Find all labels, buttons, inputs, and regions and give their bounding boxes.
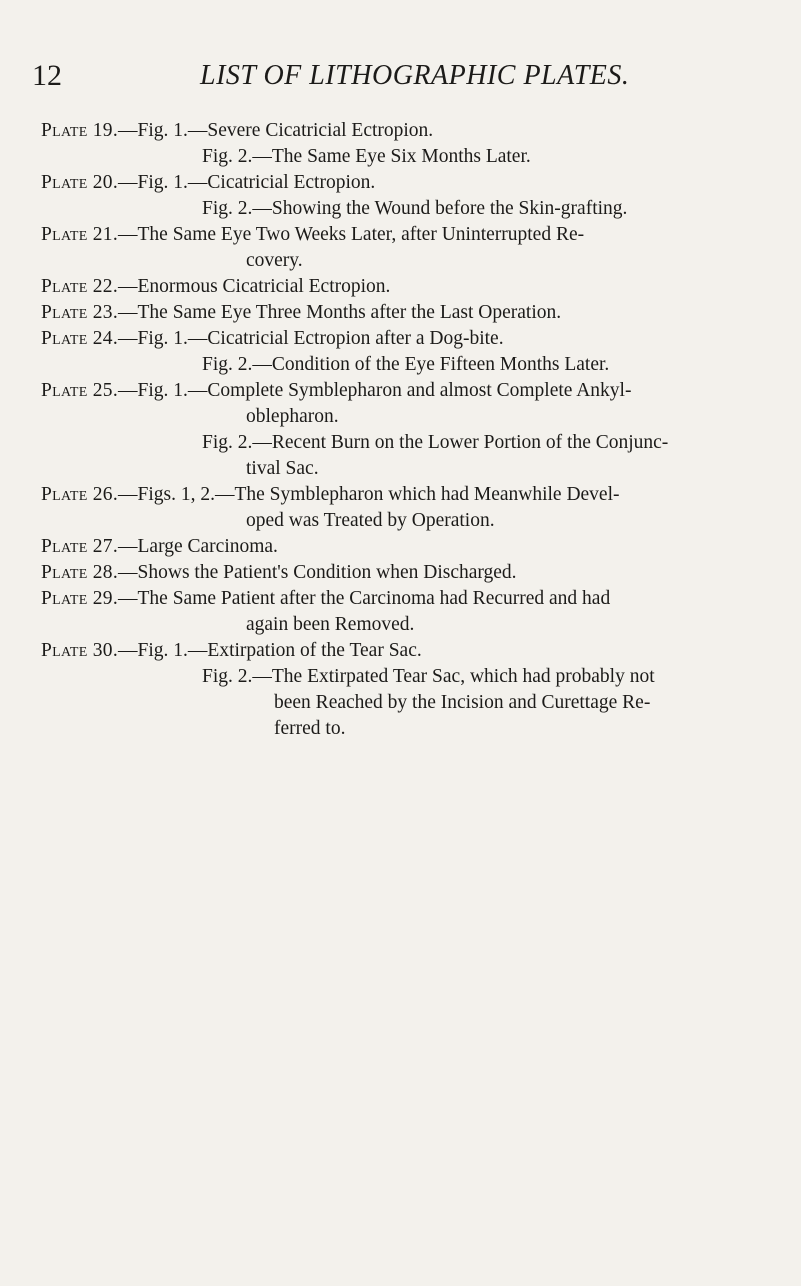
plate-description: —The Same Eye Three Months after the Last Operation.	[118, 302, 562, 323]
plate-list-line	[202, 664, 655, 690]
plate-label: Plate 20.	[41, 172, 119, 193]
plate-label: Plate 21.	[41, 224, 119, 245]
plate-description: Fig. 2.—The Same Eye Six Months Later.	[202, 146, 531, 167]
plate-label: Plate 25.	[41, 380, 119, 401]
plate-list-line	[41, 534, 278, 560]
plate-list-line	[246, 612, 414, 638]
plate-label: Plate 29.	[41, 588, 119, 609]
plate-list-line	[41, 378, 631, 404]
plate-list-line	[41, 560, 517, 586]
plate-list-line	[41, 222, 584, 248]
plate-list-line	[41, 118, 433, 144]
plate-description: —Fig. 1.—Severe Cicatricial Ectropion.	[118, 120, 434, 141]
plate-list-line	[246, 248, 303, 274]
plate-description: Fig. 2.—The Extirpated Tear Sac, which had probably not	[202, 666, 655, 687]
plate-label: Plate 30.	[41, 640, 119, 661]
plate-description: —The Same Eye Two Weeks Later, after Uninterrupted Re-	[118, 224, 585, 245]
plate-list-line	[246, 508, 495, 534]
plate-description: oped was Treated by Operation.	[246, 510, 495, 531]
plate-description: —The Same Patient after the Carcinoma had Recurred and had	[118, 588, 611, 609]
plate-list-line	[41, 274, 390, 300]
plate-description: Fig. 2.—Showing the Wound before the Skin-grafting.	[202, 198, 628, 219]
page-number: 12	[32, 59, 62, 92]
plate-description: Fig. 2.—Recent Burn on the Lower Portion of the Conjunc-	[202, 432, 669, 453]
plate-list-line	[202, 430, 668, 456]
plate-description: oblepharon.	[246, 406, 339, 427]
plate-label: Plate 24.	[41, 328, 119, 349]
plate-list-line	[246, 404, 339, 430]
plate-description: tival Sac.	[246, 458, 319, 479]
plate-label: Plate 27.	[41, 536, 119, 557]
plate-label: Plate 28.	[41, 562, 119, 583]
plate-list-line	[41, 482, 620, 508]
plate-description: ferred to.	[274, 718, 346, 739]
plate-description: —Fig. 1.—Cicatricial Ectropion after a Dog-bite.	[118, 328, 504, 349]
plate-list-line	[41, 326, 504, 352]
plate-description: —Fig. 1.—Complete Symblepharon and almost Complete Ankyl-	[118, 380, 632, 401]
plate-description: —Enormous Cicatricial Ectropion.	[118, 276, 391, 297]
plate-label: Plate 26.	[41, 484, 119, 505]
plate-label: Plate 23.	[41, 302, 119, 323]
plate-description: covery.	[246, 250, 303, 271]
plate-list-line	[274, 690, 650, 716]
plate-description: —Fig. 1.—Extirpation of the Tear Sac.	[118, 640, 422, 661]
plate-list-line	[41, 638, 422, 664]
plate-label: Plate 19.	[41, 120, 119, 141]
plate-description: been Reached by the Incision and Curettage Re-	[274, 692, 651, 713]
plate-list-line	[274, 716, 345, 742]
plate-description: —Large Carcinoma.	[118, 536, 278, 557]
plate-list-line	[41, 586, 610, 612]
plate-list-line	[246, 456, 319, 482]
plate-list-line	[41, 170, 375, 196]
plate-description: again been Removed.	[246, 614, 415, 635]
plate-list-line	[202, 196, 627, 222]
plate-list-line	[202, 144, 531, 170]
plate-list-line	[41, 300, 561, 326]
running-title: LIST OF LITHOGRAPHIC PLATES.	[200, 60, 630, 91]
plate-label: Plate 22.	[41, 276, 119, 297]
plate-description: —Fig. 1.—Cicatricial Ectropion.	[118, 172, 376, 193]
plate-description: —Figs. 1, 2.—The Symblepharon which had Meanwhile Devel-	[118, 484, 620, 505]
plate-description: —Shows the Patient's Condition when Discharged.	[118, 562, 517, 583]
plate-list-line	[202, 352, 609, 378]
plate-description: Fig. 2.—Condition of the Eye Fifteen Months Later.	[202, 354, 610, 375]
